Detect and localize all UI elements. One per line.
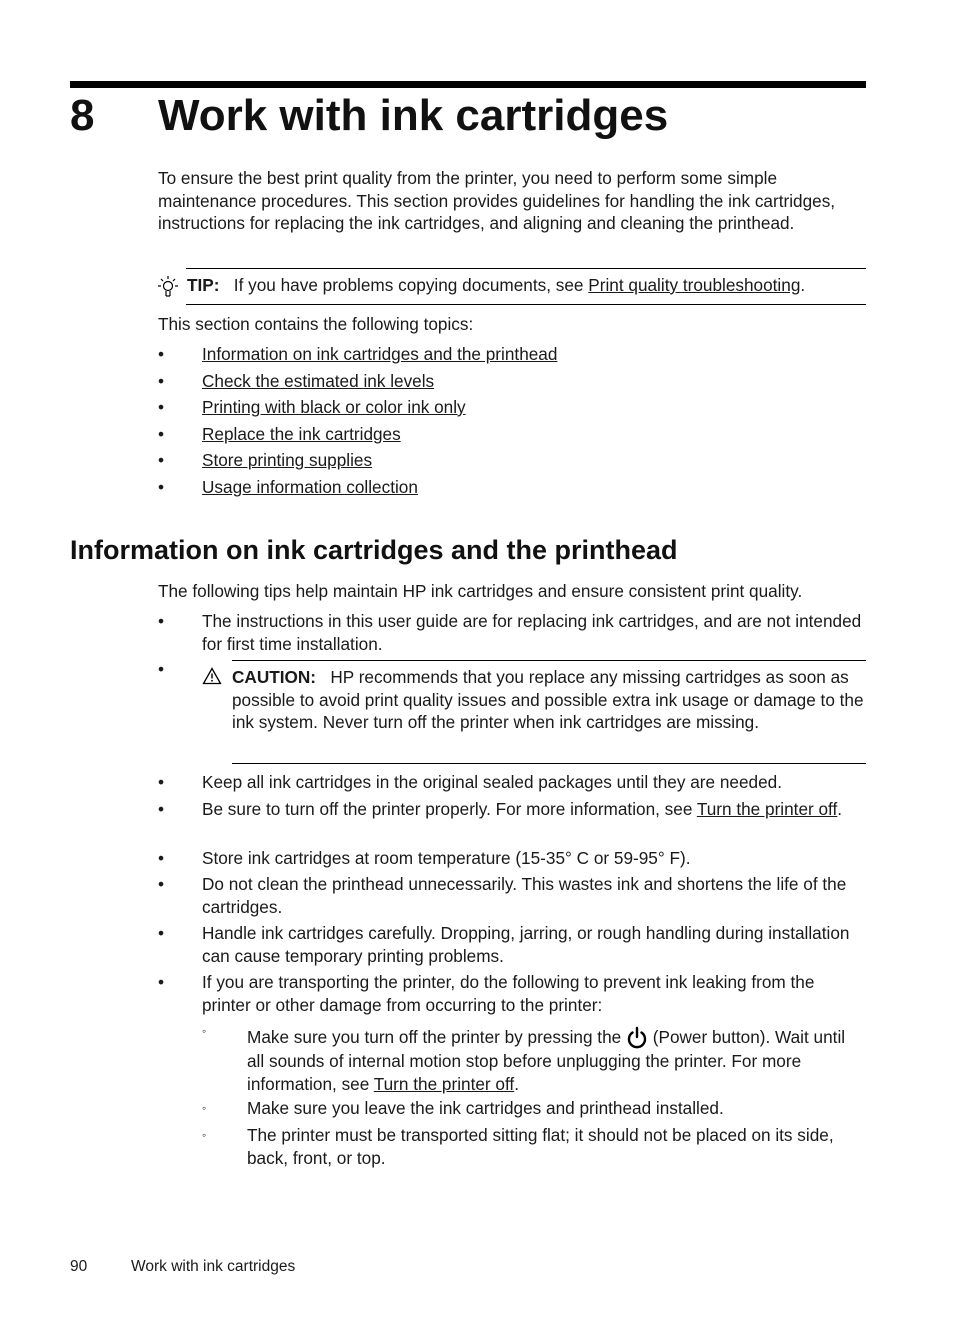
topic-link-store[interactable]: Store printing supplies (202, 450, 373, 470)
caution-bottom-rule (232, 763, 866, 764)
section-intro: The following tips help maintain HP ink cartridges and ensure consistent print quality. (158, 581, 803, 601)
topics-intro: This section contains the following topics: (158, 314, 474, 334)
bullet: • (158, 611, 165, 631)
tip-line (187, 274, 867, 297)
sub-bullet: ◦ (202, 1024, 207, 1038)
chapter-title: Work with ink cartridges (158, 91, 669, 140)
topic-link-usage[interactable]: Usage information collection (202, 477, 418, 497)
bullet: • (158, 874, 165, 894)
chapter-rule (70, 81, 866, 88)
chapter-number: 8 (70, 91, 95, 140)
bullet: • (158, 344, 165, 364)
turn-printer-off-link[interactable]: Turn the printer off (696, 799, 838, 819)
topic-link-ink-levels[interactable]: Check the estimated ink levels (202, 371, 435, 391)
bullet: • (158, 923, 165, 943)
list-item (158, 343, 758, 366)
bullet: • (158, 371, 165, 391)
list-item: The instructions in this user guide are for replacing ink cartridges, and are not intended for first time installation. (202, 611, 862, 654)
list-item (202, 798, 866, 821)
tip-top-rule (186, 268, 866, 269)
sub1-end: . (514, 1073, 519, 1094)
sub-list-item: The printer must be transported sitting flat; it should not be placed on its side, back, front, or top. (247, 1125, 834, 1168)
sub-list-item: Make sure you leave the ink cartridges and printhead installed. (247, 1098, 724, 1118)
sub-bullet: ◦ (202, 1101, 207, 1115)
bullet: • (158, 477, 165, 497)
sub-bullet: ◦ (202, 1128, 207, 1142)
caution-label: CAUTION: (232, 667, 317, 687)
bullet: • (158, 972, 165, 992)
turnoff-text: Be sure to turn off the printer properly. For more information, see (202, 799, 693, 819)
sub-list-item (247, 1026, 857, 1095)
list-item: Handle ink cartridges carefully. Dropping, jarring, or rough handling during installation can cause temporary printing problems. (202, 923, 850, 966)
list-item (158, 449, 758, 472)
bullet: • (158, 450, 165, 470)
turnoff-after: . (837, 799, 843, 819)
bullet: • (158, 799, 165, 819)
power-button-icon (626, 1026, 648, 1050)
sub1-after: (Power button). Wait until all sounds of internal motion stop before unplugging the printer. For more information, see (247, 1027, 846, 1094)
caution-text: HP recommends that you replace any missing cartridges as soon as possible to avoid print quality issues and possible extra ink usage or damage to the ink system. Never turn off the printer when ink cartridges are missing. (232, 667, 864, 732)
bullet: • (158, 848, 165, 868)
bullet: • (158, 397, 165, 417)
list-item (158, 396, 758, 419)
list-item (158, 423, 758, 446)
print-quality-link[interactable]: Print quality troubleshooting (588, 275, 801, 295)
sub1-before: Make sure you turn off the printer by pressing the (247, 1027, 622, 1047)
footer-title: Work with ink cartridges (131, 1258, 296, 1275)
list-item: Do not clean the printhead unnecessarily. This wastes ink and shortens the life of the cartridges. (202, 874, 847, 917)
tip-after: . (800, 275, 806, 295)
bullet: • (158, 772, 165, 792)
section-heading: Information on ink cartridges and the printhead (70, 535, 678, 565)
caution-top-rule (232, 660, 866, 661)
intro-paragraph: To ensure the best print quality from the printer, you need to perform some simple maintenance procedures. This section provides guidelines for handling the ink cartridges, instructions for replacing the ink cartridges, and aligning and cleaning the printhead. (158, 168, 836, 233)
tip-bottom-rule (186, 304, 866, 305)
list-item: Store ink cartridges at room temperature (15-35° C or 59-95° F). (202, 848, 691, 868)
list-item (158, 370, 758, 393)
turn-printer-off-link-2[interactable]: Turn the printer off (373, 1073, 515, 1094)
tip-text: If you have problems copying documents, see (233, 275, 584, 295)
topic-link-black-color[interactable]: Printing with black or color ink only (202, 397, 466, 417)
bullet: • (158, 659, 165, 679)
list-item: Keep all ink cartridges in the original sealed packages until they are needed. (202, 772, 782, 792)
list-item: If you are transporting the printer, do the following to prevent ink leaking from the printer or other damage from occurring to the printer: (202, 972, 815, 1015)
list-item (158, 476, 758, 499)
lightbulb-icon (157, 275, 179, 299)
page-number: 90 (70, 1258, 88, 1275)
caution-block (232, 666, 868, 734)
tip-label: TIP: (187, 275, 220, 295)
topic-link-replace[interactable]: Replace the ink cartridges (202, 424, 401, 444)
topic-link-info[interactable]: Information on ink cartridges and the printhead (202, 344, 558, 364)
bullet: • (158, 424, 165, 444)
warning-triangle-icon (202, 667, 222, 685)
